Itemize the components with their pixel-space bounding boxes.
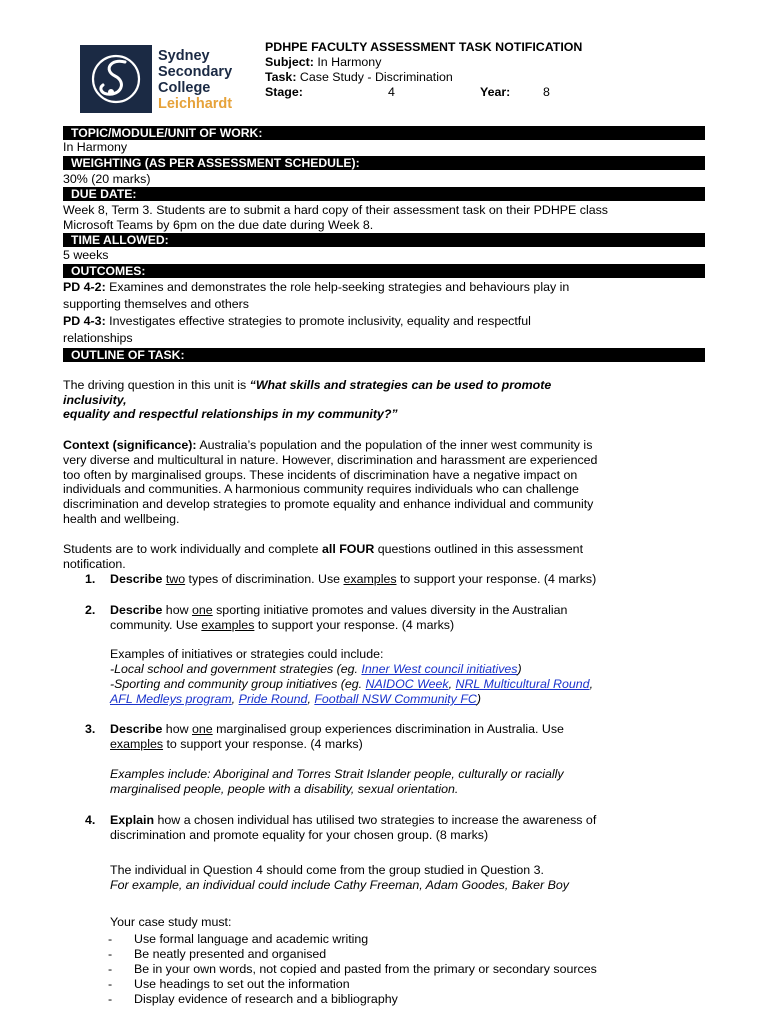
driving-intro: The driving question in this unit is xyxy=(63,378,250,392)
document-title: PDHPE FACULTY ASSESSMENT TASK NOTIFICATION xyxy=(265,40,583,54)
question-2-examples xyxy=(110,647,710,707)
bullet-dash: - xyxy=(108,947,113,961)
question-text: to support your response. (4 marks) xyxy=(396,572,597,586)
examples-intro: Examples of initiatives or strategies could include: xyxy=(110,647,384,661)
requirement-text: Be neatly presented and organised xyxy=(134,947,327,961)
outcome-pd4-3 xyxy=(63,313,705,347)
college-name-line: Secondary xyxy=(158,64,233,80)
driving-question-text: “What skills and strategies can be used to promote xyxy=(249,378,552,392)
question-4 xyxy=(110,813,710,843)
context-line: Australia’s population and the population of the inner west community is xyxy=(196,438,593,452)
note-example: For example, an individual could include Cathy Freeman, Adam Goodes, Baker Boy xyxy=(110,878,569,892)
examples-text: , xyxy=(231,692,239,706)
outcome-pd4-2 xyxy=(63,279,705,313)
question-text: to support your response. (4 marks) xyxy=(254,618,455,632)
instructions-emphasis: all FOUR xyxy=(321,542,375,556)
examples-text: -Sporting and community group initiatives (eg. xyxy=(110,677,366,691)
requirement-text: Be in your own words, not copied and pasted from the primary or secondary sources xyxy=(134,962,597,976)
driving-question xyxy=(63,378,705,422)
question-number: 2. xyxy=(85,603,96,617)
driving-question-text: equality and respectful relationships in my community?” xyxy=(63,407,398,421)
naidoc-week-link[interactable]: NAIDOC Week xyxy=(365,677,449,691)
topic-heading: TOPIC/MODULE/UNIT OF WORK: xyxy=(63,126,705,140)
year-label: Year: xyxy=(480,85,511,99)
pride-round-link[interactable]: Pride Round xyxy=(238,692,308,706)
question-text: how xyxy=(162,603,192,617)
context-label: Context (significance): xyxy=(63,438,197,452)
examples-text: ) xyxy=(517,662,522,676)
due-date-heading: DUE DATE: xyxy=(63,187,705,201)
college-logo xyxy=(80,45,152,113)
context-line: too often by marginalised groups. These incidents of discrimination have a negative impact on xyxy=(63,467,578,482)
college-name-line: Sydney xyxy=(158,48,210,64)
question-2 xyxy=(110,603,710,633)
case-study-requirements-heading: Your case study must: xyxy=(110,915,232,929)
question-verb: Explain xyxy=(110,813,155,827)
nrl-multicultural-round-link[interactable]: NRL Multicultural Round xyxy=(455,677,590,691)
instructions-text: Students are to work individually and complete xyxy=(63,542,322,556)
bullet-dash: - xyxy=(108,962,113,976)
instructions-text: notification. xyxy=(63,556,126,571)
outcome-text: relationships xyxy=(63,331,133,345)
year-value: 8 xyxy=(543,85,550,99)
question-text: discrimination and promote equality for your chosen group. (8 marks) xyxy=(110,828,489,842)
inner-west-council-link[interactable]: Inner West council initiatives xyxy=(361,662,518,676)
weighting-heading: WEIGHTING (AS PER ASSESSMENT SCHEDULE): xyxy=(63,156,705,170)
question-number: 4. xyxy=(85,813,96,827)
requirement-text: Use formal language and academic writing xyxy=(134,932,369,946)
context-line: individuals and communities. A harmonious community requires individuals who can challenge xyxy=(63,482,579,497)
outcome-text: Investigates effective strategies to promote inclusivity, equality and respectful xyxy=(105,314,531,328)
note-text: The individual in Question 4 should come from the group studied in Question 3. xyxy=(110,863,544,877)
outline-heading: OUTLINE OF TASK: xyxy=(63,348,705,362)
question-text: how a chosen individual has utilised two strategies to increase the awareness of xyxy=(154,813,597,827)
outcome-text: supporting themselves and others xyxy=(63,297,249,311)
driving-question-text: inclusivity, xyxy=(63,392,127,407)
time-allowed-value: 5 weeks xyxy=(63,248,109,262)
bullet-dash: - xyxy=(108,992,113,1006)
football-nsw-community-fc-link[interactable]: Football NSW Community FC xyxy=(314,692,477,706)
context-line: discrimination and develop strategies to promote equality and enhance individual and community xyxy=(63,497,594,512)
question-emphasis: examples xyxy=(343,572,397,586)
question-3 xyxy=(110,722,710,752)
due-date-line: Microsoft Teams by 6pm on the due date during Week 8. xyxy=(63,217,374,232)
context-line: very diverse and multicultural in nature. However, discrimination and harassment are experienced xyxy=(63,452,598,467)
question-emphasis: one xyxy=(191,722,213,736)
question-verb: Describe xyxy=(110,722,163,736)
examples-text: ) xyxy=(476,692,481,706)
subject-value: In Harmony xyxy=(317,55,382,69)
outcome-code: PD 4-2: xyxy=(63,280,106,294)
examples-text: , xyxy=(448,677,456,691)
question-emphasis: examples xyxy=(201,618,255,632)
task-label: Task: xyxy=(265,70,297,84)
context-line: health and wellbeing. xyxy=(63,511,180,526)
outcome-code: PD 4-3: xyxy=(63,314,106,328)
instructions-text: questions outlined in this assessment xyxy=(374,542,584,556)
topic-value: In Harmony xyxy=(63,140,128,154)
question-emphasis: examples xyxy=(110,737,164,751)
college-crest-icon xyxy=(89,52,143,106)
question-text: types of discrimination. Use xyxy=(185,572,344,586)
context-paragraph xyxy=(63,438,705,527)
question-text: how xyxy=(162,722,192,736)
examples-text: Examples include: Aboriginal and Torres Strait Islander people, culturally or racially xyxy=(110,767,564,781)
question-text: community. Use xyxy=(110,618,202,632)
question-4-note xyxy=(110,863,710,893)
question-emphasis: one xyxy=(191,603,213,617)
stage-label: Stage: xyxy=(265,85,303,99)
afl-medleys-link[interactable]: AFL Medleys program xyxy=(110,692,232,706)
outcomes-heading: OUTCOMES: xyxy=(63,264,705,278)
instructions-paragraph xyxy=(63,542,705,571)
examples-text: , xyxy=(307,692,315,706)
question-number: 3. xyxy=(85,722,96,736)
outcome-text: Examines and demonstrates the role help-seeking strategies and behaviours play in xyxy=(105,280,570,294)
examples-text: -Local school and government strategies (eg. xyxy=(110,662,362,676)
examples-text: marginalised people, people with a disability, sexual orientation. xyxy=(110,782,459,796)
task-value: Case Study - Discrimination xyxy=(299,70,453,84)
college-name xyxy=(158,48,232,112)
requirement-text: Use headings to set out the information xyxy=(134,977,350,991)
question-emphasis: two xyxy=(165,572,186,586)
question-text: to support your response. (4 marks) xyxy=(163,737,363,751)
question-3-examples xyxy=(110,767,710,797)
due-date-text xyxy=(63,203,705,232)
stage-value: 4 xyxy=(388,85,395,99)
task-header xyxy=(265,40,705,100)
time-allowed-heading: TIME ALLOWED: xyxy=(63,233,705,247)
question-1 xyxy=(110,572,710,587)
question-text: sporting initiative promotes and values diversity in the Australian xyxy=(212,603,568,617)
subject-label: Subject: xyxy=(265,55,314,69)
college-campus-line: Leichhardt xyxy=(158,96,233,112)
due-date-line: Week 8, Term 3. Students are to submit a hard copy of their assessment task on their PDHPE class xyxy=(63,203,608,217)
question-number: 1. xyxy=(85,572,96,586)
weighting-value: 30% (20 marks) xyxy=(63,172,151,186)
question-verb: Describe xyxy=(110,572,163,586)
question-text: marginalised group experiences discrimination in Australia. Use xyxy=(212,722,564,736)
examples-text: , xyxy=(589,677,594,691)
college-name-line: College xyxy=(158,80,211,96)
bullet-dash: - xyxy=(108,977,113,991)
question-verb: Describe xyxy=(110,603,163,617)
requirement-text: Display evidence of research and a bibliography xyxy=(134,992,398,1006)
bullet-dash: - xyxy=(108,932,113,946)
